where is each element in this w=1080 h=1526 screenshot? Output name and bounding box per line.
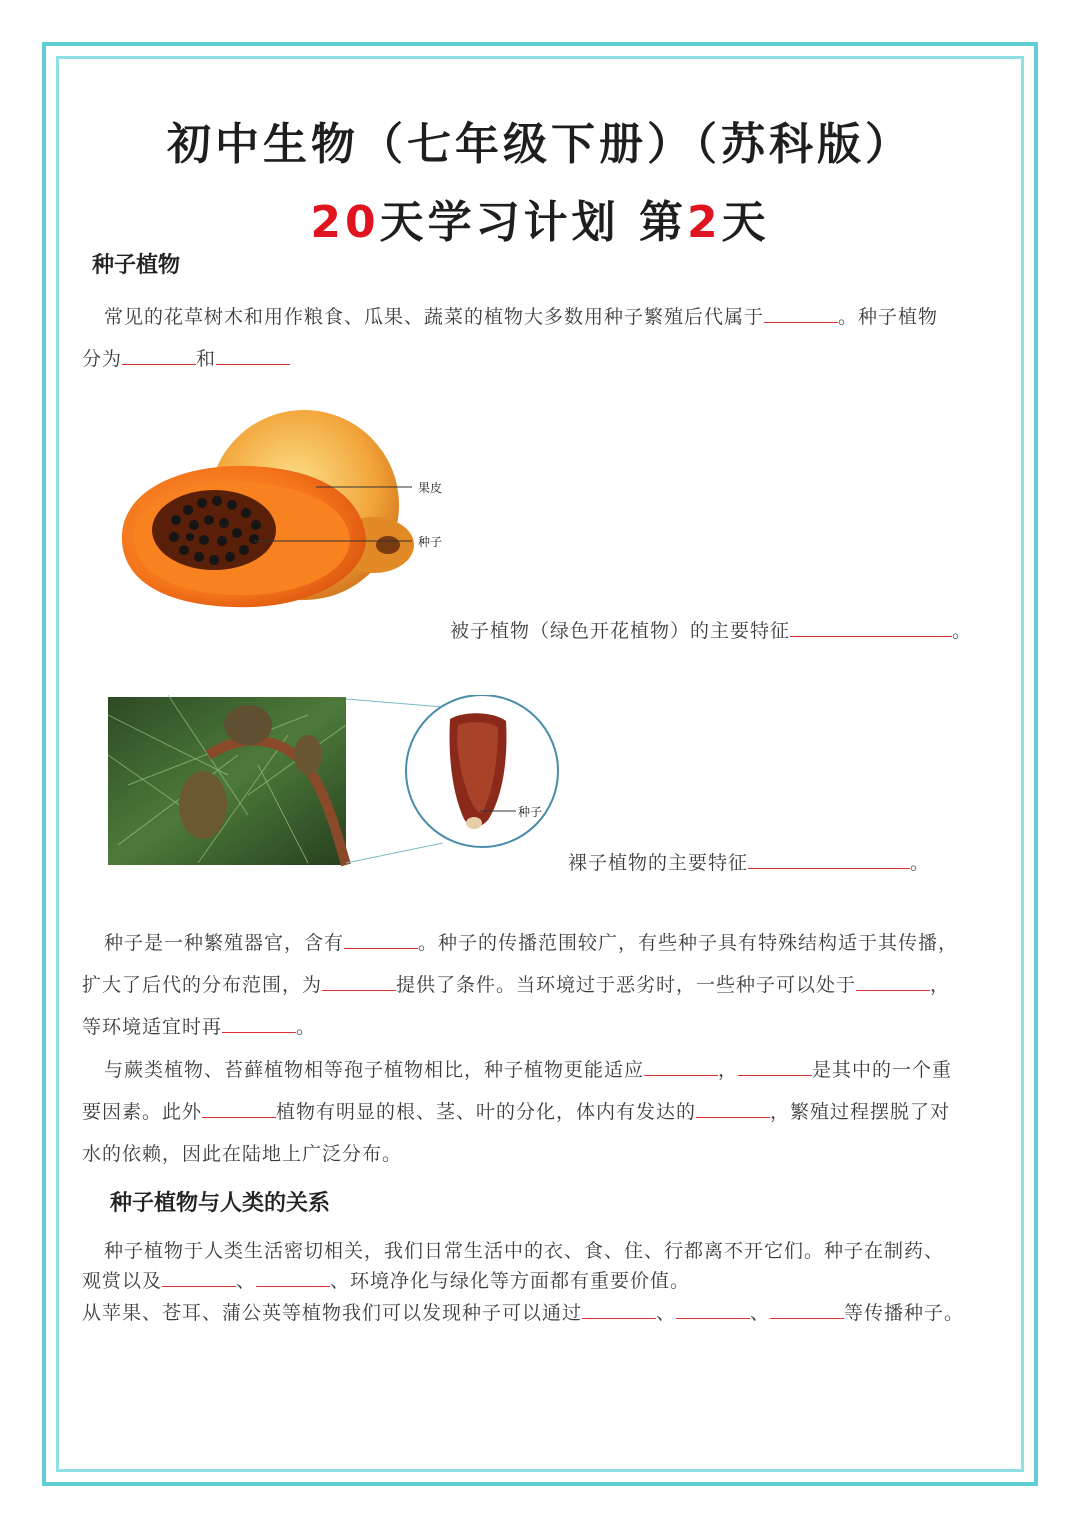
text: 提供了条件。当环境过于恶劣时，一些种子可以处于: [396, 974, 857, 996]
paragraph-line: 种子植物于人类生活密切相关，我们日常生活中的衣、食、住、行都离不开它们。种子在制药、: [104, 1240, 945, 1262]
text: 是其中的一个重: [812, 1059, 953, 1081]
text: 植物有明显的根、茎、叶的分化，体内有发达的: [276, 1101, 697, 1123]
fill-blank[interactable]: [644, 1055, 718, 1076]
text: 。种子植物: [838, 306, 939, 328]
fill-blank[interactable]: [122, 344, 196, 365]
fill-blank[interactable]: [696, 1097, 770, 1118]
paragraph-line: [82, 1292, 964, 1334]
pine-illustration: [108, 695, 568, 870]
fill-blank[interactable]: [790, 616, 952, 637]
text: 要因素。此外: [82, 1101, 203, 1123]
paragraph-line: [82, 1006, 316, 1048]
text: ，繁殖过程摆脱了对: [770, 1101, 951, 1123]
text: 等环境适宜时再: [82, 1016, 223, 1038]
paragraph-line: 水的依赖，因此在陆地上广泛分布。: [82, 1143, 403, 1165]
text: ，: [718, 1059, 739, 1081]
paragraph-line: [104, 922, 958, 964]
text: ，: [930, 974, 951, 996]
fill-blank[interactable]: [162, 1266, 236, 1287]
label-seed-pine: 种子: [518, 805, 543, 819]
text: 、: [656, 1302, 677, 1324]
text: 被子植物（绿色开花植物）的主要特征: [450, 620, 791, 642]
text: 等传播种子。: [844, 1302, 965, 1324]
text: 。: [952, 620, 973, 642]
fill-blank[interactable]: [344, 928, 418, 949]
day-count: 20: [310, 197, 380, 248]
text: 、: [236, 1270, 257, 1292]
label-seed-papaya: 种子: [418, 535, 443, 549]
subtitle-mid: 天学习计划 第: [379, 197, 687, 248]
gymnosperm-caption: [568, 848, 930, 875]
text: 与蕨类植物、苔藓植物相等孢子植物相比，种子植物更能适应: [104, 1059, 645, 1081]
paragraph-line: [104, 296, 938, 338]
paragraph-line: [82, 1091, 950, 1133]
page-title: 初中生物（七年级下册）（苏科版）: [167, 119, 913, 170]
section-heading-seed-plants: 种子植物: [92, 252, 181, 278]
text: 常见的花草树木和用作粮食、瓜果、蔬菜的植物大多数用种子繁殖后代属于: [104, 306, 765, 328]
text: 。: [296, 1016, 317, 1038]
fill-blank[interactable]: [748, 848, 910, 869]
fill-blank[interactable]: [216, 344, 290, 365]
text: 、环境净化与绿化等方面都有重要价值。: [330, 1270, 691, 1292]
fill-blank[interactable]: [764, 302, 838, 323]
fill-blank[interactable]: [738, 1055, 812, 1076]
text: 。种子的传播范围较广，有些种子具有特殊结构适于其传播，: [418, 932, 959, 954]
text: 观赏以及: [82, 1270, 163, 1292]
text: 、: [750, 1302, 771, 1324]
paragraph-line: [104, 1049, 952, 1091]
fill-blank[interactable]: [322, 970, 396, 991]
paragraph-line: [82, 338, 290, 380]
fill-blank[interactable]: [202, 1097, 276, 1118]
fill-blank[interactable]: [256, 1266, 330, 1287]
text: 扩大了后代的分布范围，为: [82, 974, 323, 996]
fill-blank[interactable]: [582, 1298, 656, 1319]
text: 和: [196, 348, 217, 370]
page-subtitle: [0, 186, 1080, 250]
fill-blank[interactable]: [676, 1298, 750, 1319]
fill-blank[interactable]: [856, 970, 930, 991]
paragraph-line: [82, 964, 950, 1006]
day-number: 2: [686, 197, 722, 248]
section-heading-relation: 种子植物与人类的关系: [110, 1190, 331, 1216]
text: 从苹果、苍耳、蒲公英等植物我们可以发现种子可以通过: [82, 1302, 583, 1324]
text: 种子是一种繁殖器官，含有: [104, 932, 345, 954]
papaya-illustration: [104, 395, 454, 635]
label-peel: 果皮: [418, 481, 443, 495]
text: 分为: [82, 348, 123, 370]
fill-blank[interactable]: [770, 1298, 844, 1319]
text: 裸子植物的主要特征: [568, 852, 749, 874]
subtitle-end: 天: [721, 197, 770, 248]
fill-blank[interactable]: [222, 1012, 296, 1033]
text: 。: [910, 852, 931, 874]
angiosperm-caption: [450, 616, 972, 643]
